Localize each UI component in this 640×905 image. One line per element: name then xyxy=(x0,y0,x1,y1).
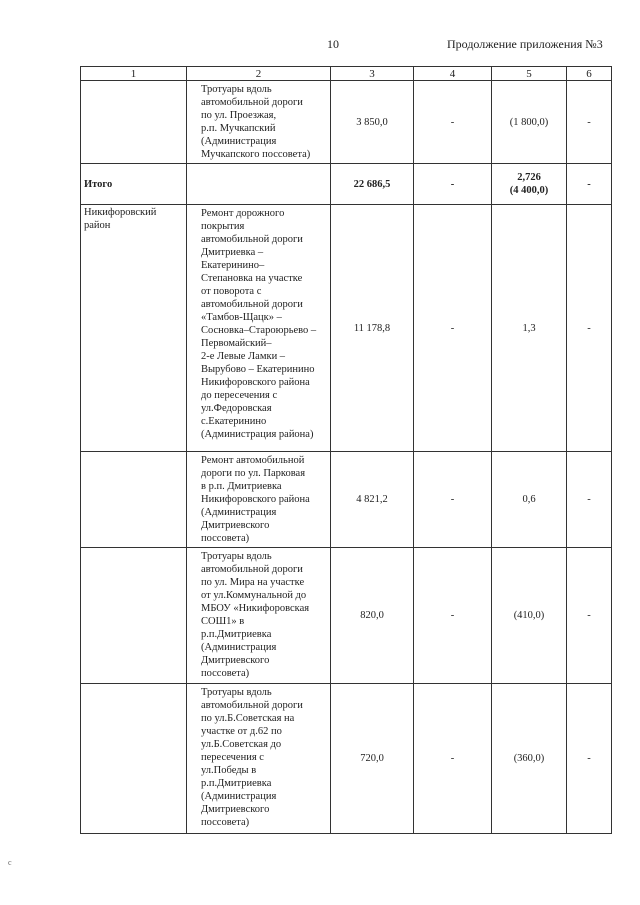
description-line: пересечения с xyxy=(201,752,264,763)
description-line: Тротуары вдоль xyxy=(201,687,272,698)
description-line: р.п.Дмитриевка xyxy=(201,778,272,789)
description-line: от поворота с xyxy=(201,286,262,297)
description-line: Никифоровского района xyxy=(201,494,310,505)
column-number: 1 xyxy=(81,67,187,81)
district-cell: Никифоровский район xyxy=(81,205,187,452)
description-line: Ремонт дорожного xyxy=(201,208,285,219)
description-line: поссовета) xyxy=(201,533,250,544)
description-line: автомобильной дороги xyxy=(201,564,303,575)
description-line: автомобильной дороги xyxy=(201,97,303,108)
description-line: (Администрация района) xyxy=(201,429,314,440)
col6-cell: - xyxy=(567,548,612,684)
description-line: Сосновка–Староюрьево – xyxy=(201,325,317,336)
column-number: 4 xyxy=(414,67,492,81)
amount-cell: 720,0 xyxy=(331,684,414,834)
col4-cell: - xyxy=(414,205,492,452)
description-line: от ул.Коммунальной до xyxy=(201,590,307,601)
col4-cell: - xyxy=(414,548,492,684)
object-description-cell xyxy=(187,205,331,452)
description-line: Дмитриевского xyxy=(201,804,270,815)
description-line: ул.Б.Советская до xyxy=(201,739,282,750)
col5-cell xyxy=(492,684,567,834)
description-line: автомобильной дороги xyxy=(201,700,303,711)
description-line: МБОУ «Никифоровская xyxy=(201,603,310,614)
amount-cell: 820,0 xyxy=(331,548,414,684)
col6-cell: - xyxy=(567,452,612,548)
column-number: 3 xyxy=(331,67,414,81)
col6-cell: - xyxy=(567,205,612,452)
object-description-cell xyxy=(187,548,331,684)
description-line: Дмитриевка – xyxy=(201,247,264,258)
table-row xyxy=(81,205,612,452)
district-cell: Итого xyxy=(81,164,187,205)
district-cell xyxy=(81,548,187,684)
description-line: Ремонт автомобильной xyxy=(201,455,305,466)
col5-line: 0,6 xyxy=(522,494,536,505)
description-line: участке от д.62 по xyxy=(201,726,282,737)
col4-cell: - xyxy=(414,684,492,834)
description-line: покрытия xyxy=(201,221,245,232)
description-line: Никифоровского района xyxy=(201,377,310,388)
amount-cell: 11 178,8 xyxy=(331,205,414,452)
description-line: СОШ1» в xyxy=(201,616,245,627)
description-line: 2-е Левые Ламки – xyxy=(201,351,286,362)
data-table xyxy=(80,66,612,834)
col6-cell: - xyxy=(567,684,612,834)
col5-cell xyxy=(492,548,567,684)
column-number: 6 xyxy=(567,67,612,81)
description-line: до пересечения с xyxy=(201,390,278,401)
description-line: поссовета) xyxy=(201,817,250,828)
description-line: поссовета) xyxy=(201,668,250,679)
district-cell xyxy=(81,452,187,548)
description-line: Екатерининo– xyxy=(201,260,265,271)
col5-cell xyxy=(492,81,567,164)
description-line: автомобильной дороги xyxy=(201,299,303,310)
description-line: р.п. Мучкапский xyxy=(201,123,276,134)
description-line: по ул.Б.Советская на xyxy=(201,713,295,724)
description-line: Первомайский– xyxy=(201,338,272,349)
amount-cell: 4 821,2 xyxy=(331,452,414,548)
description-line: с.Екатеринино xyxy=(201,416,267,427)
col5-line: (1 800,0) xyxy=(509,116,549,128)
col4-cell: - xyxy=(414,81,492,164)
description-line: ул.Федоровская xyxy=(201,403,272,414)
description-line: Дмитриевского xyxy=(201,520,270,531)
description-line: автомобильной дороги xyxy=(201,234,303,245)
col6-cell: - xyxy=(567,164,612,205)
description-line: (Администрация xyxy=(201,507,277,518)
table-row xyxy=(81,548,612,684)
description-line: по ул. Проезжая, xyxy=(201,110,277,121)
col5-line: (410,0) xyxy=(513,610,545,621)
object-description-cell xyxy=(187,81,331,164)
table-row xyxy=(81,164,612,205)
description-line: Вырубово – Екатеринино xyxy=(201,364,315,375)
col5-cell xyxy=(492,452,567,548)
col5-line: 1,3 xyxy=(522,322,536,334)
col5-line: (4 400,0) xyxy=(509,185,549,196)
description-line: Тротуары вдоль xyxy=(201,84,272,95)
continuation-label: Продолжение приложения №3 xyxy=(447,37,603,51)
district-cell xyxy=(81,684,187,834)
table-row xyxy=(81,684,612,834)
col5-line: (360,0) xyxy=(513,753,545,764)
amount-cell: 3 850,0 xyxy=(331,81,414,164)
object-description-cell xyxy=(187,164,331,205)
description-line: Дмитриевского xyxy=(201,655,270,666)
col5-cell xyxy=(492,205,567,452)
description-line: (Администрация xyxy=(201,642,277,653)
column-number: 5 xyxy=(492,67,567,81)
column-number-row xyxy=(81,67,612,81)
column-number: 2 xyxy=(187,67,331,81)
object-description-cell xyxy=(187,684,331,834)
page-number: 10 xyxy=(327,37,339,51)
amount-cell: 22 686,5 xyxy=(331,164,414,205)
col4-cell: - xyxy=(414,164,492,205)
district-cell xyxy=(81,81,187,164)
object-description-cell xyxy=(187,452,331,548)
table-row xyxy=(81,452,612,548)
description-line: ул.Победы в xyxy=(201,765,257,776)
description-line: в р.п. Дмитриевка xyxy=(201,481,282,492)
table-row xyxy=(81,81,612,164)
margin-mark: c xyxy=(8,858,12,867)
col5-line: 2,726 xyxy=(517,172,541,183)
description-line: дороги по ул. Парковая xyxy=(201,468,306,479)
description-line: (Администрация xyxy=(201,136,277,147)
col5-cell xyxy=(492,164,567,205)
description-line: Мучкапского поссовета) xyxy=(201,149,311,160)
col4-cell: - xyxy=(414,452,492,548)
description-line: (Администрация xyxy=(201,791,277,802)
description-line: р.п.Дмитриевка xyxy=(201,629,272,640)
col6-cell: - xyxy=(567,81,612,164)
description-line: «Тамбов-Щацк» – xyxy=(201,312,282,323)
description-line: Тротуары вдоль xyxy=(201,551,272,562)
description-line: Степановка на участке xyxy=(201,273,303,284)
description-line: по ул. Мира на участке xyxy=(201,577,305,588)
